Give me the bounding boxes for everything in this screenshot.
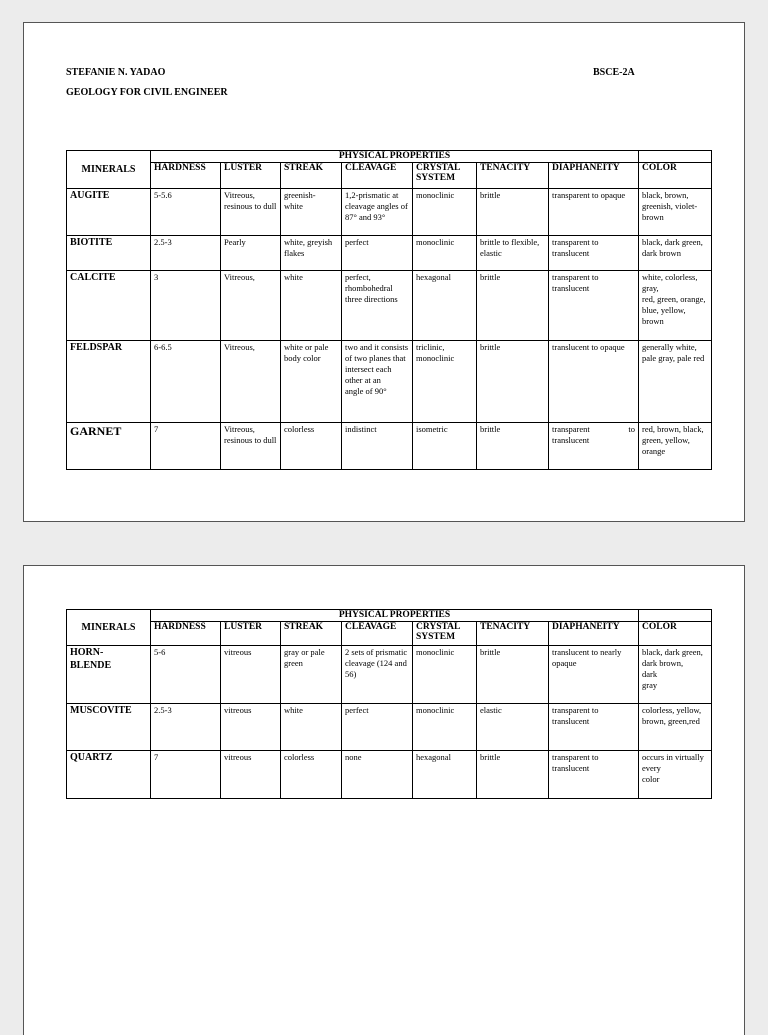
column-header: STREAK bbox=[281, 163, 342, 189]
cell-color: black, dark green, dark brown, dark gray bbox=[639, 646, 712, 704]
cell-tenacity: brittle bbox=[477, 271, 549, 341]
table-row bbox=[67, 341, 712, 423]
minerals-header: MINERALS bbox=[67, 610, 151, 646]
cell-diaphaneity: translucent to nearly opaque bbox=[549, 646, 639, 704]
table-row bbox=[67, 704, 712, 751]
table-row bbox=[67, 236, 712, 271]
cell-luster: Vitreous, bbox=[221, 341, 281, 423]
column-header-row bbox=[67, 622, 712, 646]
cell-cleavage: none bbox=[342, 751, 413, 799]
mineral-properties-table bbox=[66, 150, 712, 470]
cell-diaphaneity: transparent to translucent bbox=[549, 271, 639, 341]
cell-hardness: 6-6.5 bbox=[151, 341, 221, 423]
cell-tenacity: brittle bbox=[477, 423, 549, 470]
cell-tenacity: brittle to flexible, elastic bbox=[477, 236, 549, 271]
mineral-name: MUSCOVITE bbox=[67, 704, 151, 751]
column-header: HARDNESS bbox=[151, 622, 221, 646]
cell-hardness: 5-6 bbox=[151, 646, 221, 704]
cell-tenacity: brittle bbox=[477, 646, 549, 704]
section-label: BSCE-2A bbox=[593, 67, 635, 78]
mineral-name: CALCITE bbox=[67, 271, 151, 341]
mineral-name: BIOTITE bbox=[67, 236, 151, 271]
column-header: CLEAVAGE bbox=[342, 622, 413, 646]
cell-crystal-system: hexagonal bbox=[413, 751, 477, 799]
column-header: HARDNESS bbox=[151, 163, 221, 189]
cell-cleavage: 1,2-prismatic at cleavage angles of 87° and 93° bbox=[342, 189, 413, 236]
cell-tenacity: brittle bbox=[477, 189, 549, 236]
document-page-1 bbox=[23, 22, 745, 522]
cell-crystal-system: monoclinic bbox=[413, 646, 477, 704]
cell-luster: vitreous bbox=[221, 646, 281, 704]
cell-crystal-system: monoclinic bbox=[413, 189, 477, 236]
column-header: TENACITY bbox=[477, 622, 549, 646]
cell-cleavage: indistinct bbox=[342, 423, 413, 470]
cell-crystal-system: triclinic, monoclinic bbox=[413, 341, 477, 423]
cell-diaphaneity: transparent to translucent bbox=[549, 704, 639, 751]
course-title: GEOLOGY FOR CIVIL ENGINEER bbox=[66, 87, 228, 98]
physical-properties-header: PHYSICAL PROPERTIES bbox=[151, 151, 639, 163]
cell-color: occurs in virtually every color bbox=[639, 751, 712, 799]
cell-streak: white or pale body color bbox=[281, 341, 342, 423]
cell-color: colorless, yellow, brown, green,red bbox=[639, 704, 712, 751]
cell-color: red, brown, black, green, yellow, orange bbox=[639, 423, 712, 470]
cell-hardness: 7 bbox=[151, 751, 221, 799]
cell-diaphaneity: transparent to translucent bbox=[549, 751, 639, 799]
mineral-name: AUGITE bbox=[67, 189, 151, 236]
cell-cleavage: 2 sets of prismatic cleavage (124 and 56) bbox=[342, 646, 413, 704]
cell-luster: Vitreous, bbox=[221, 271, 281, 341]
cell-cleavage: perfect bbox=[342, 236, 413, 271]
cell-tenacity: brittle bbox=[477, 751, 549, 799]
cell-cleavage: perfect bbox=[342, 704, 413, 751]
cell-tenacity: brittle bbox=[477, 341, 549, 423]
cell-luster: Vitreous, resinous to dull bbox=[221, 189, 281, 236]
column-header: CRYSTAL SYSTEM bbox=[413, 163, 477, 189]
mineral-name: GARNET bbox=[67, 423, 151, 470]
table-row bbox=[67, 189, 712, 236]
table-row bbox=[67, 271, 712, 341]
cell-luster: vitreous bbox=[221, 751, 281, 799]
column-header: STREAK bbox=[281, 622, 342, 646]
mineral-name: FELDSPAR bbox=[67, 341, 151, 423]
column-header: COLOR bbox=[639, 163, 712, 189]
column-header: DIAPHANEITY bbox=[549, 622, 639, 646]
cell-cleavage: two and it consists of two planes that intersect each other at an angle of 90° bbox=[342, 341, 413, 423]
column-header: DIAPHANEITY bbox=[549, 163, 639, 189]
column-header: LUSTER bbox=[221, 622, 281, 646]
mineral-name: QUARTZ bbox=[67, 751, 151, 799]
column-header: COLOR bbox=[639, 622, 712, 646]
cell-streak: colorless bbox=[281, 423, 342, 470]
cell-streak: white, greyish flakes bbox=[281, 236, 342, 271]
cell-diaphaneity: transparent to opaque bbox=[549, 189, 639, 236]
cell-diaphaneity: transparent to translucent bbox=[549, 236, 639, 271]
cell-tenacity: elastic bbox=[477, 704, 549, 751]
column-header-row bbox=[67, 163, 712, 189]
mineral-properties-table bbox=[66, 609, 712, 799]
cell-color: white, colorless, gray, red, green, orange, blue, yellow, brown bbox=[639, 271, 712, 341]
mineral-name: HORN- BLENDE bbox=[67, 646, 151, 704]
physical-properties-header: PHYSICAL PROPERTIES bbox=[151, 610, 639, 622]
student-name: STEFANIE N. YADAO bbox=[66, 67, 166, 78]
cell-streak: greenish- white bbox=[281, 189, 342, 236]
cell-diaphaneity: transparent to translucent bbox=[549, 423, 639, 470]
cell-luster: vitreous bbox=[221, 704, 281, 751]
cell-diaphaneity: translucent to opaque bbox=[549, 341, 639, 423]
column-header: CLEAVAGE bbox=[342, 163, 413, 189]
column-header: TENACITY bbox=[477, 163, 549, 189]
document-page-2 bbox=[23, 565, 745, 1035]
cell-luster: Vitreous, resinous to dull bbox=[221, 423, 281, 470]
cell-streak: colorless bbox=[281, 751, 342, 799]
cell-cleavage: perfect, rhombohedral three directions bbox=[342, 271, 413, 341]
cell-hardness: 2.5-3 bbox=[151, 704, 221, 751]
minerals-header: MINERALS bbox=[67, 151, 151, 189]
cell-crystal-system: hexagonal bbox=[413, 271, 477, 341]
cell-streak: white bbox=[281, 704, 342, 751]
cell-luster: Pearly bbox=[221, 236, 281, 271]
cell-streak: white bbox=[281, 271, 342, 341]
cell-color: generally white, pale gray, pale red bbox=[639, 341, 712, 423]
table-row bbox=[67, 423, 712, 470]
table-row bbox=[67, 751, 712, 799]
cell-crystal-system: monoclinic bbox=[413, 236, 477, 271]
column-header: CRYSTAL SYSTEM bbox=[413, 622, 477, 646]
column-header: LUSTER bbox=[221, 163, 281, 189]
cell-crystal-system: monoclinic bbox=[413, 704, 477, 751]
cell-hardness: 3 bbox=[151, 271, 221, 341]
cell-hardness: 7 bbox=[151, 423, 221, 470]
cell-color: black, dark green, dark brown bbox=[639, 236, 712, 271]
cell-streak: gray or pale green bbox=[281, 646, 342, 704]
cell-crystal-system: isometric bbox=[413, 423, 477, 470]
cell-color: black, brown, greenish, violet-brown bbox=[639, 189, 712, 236]
cell-hardness: 2.5-3 bbox=[151, 236, 221, 271]
cell-hardness: 5-5.6 bbox=[151, 189, 221, 236]
table-row bbox=[67, 646, 712, 704]
